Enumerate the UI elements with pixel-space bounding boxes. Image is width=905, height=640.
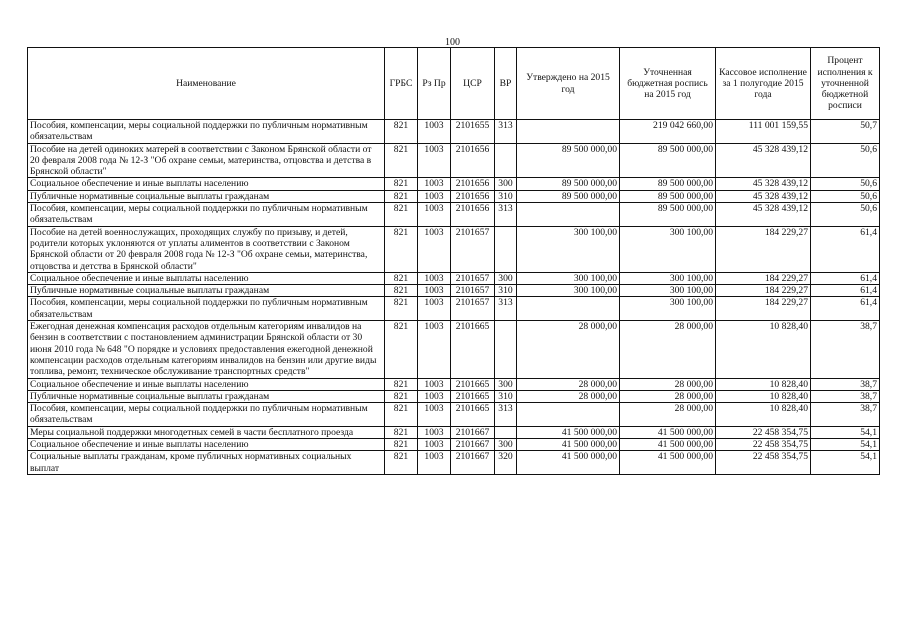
cell-approved: 300 100,00 xyxy=(517,226,620,272)
table-row xyxy=(28,272,880,284)
cell-vr: 310 xyxy=(495,190,517,202)
cell-csr: 2101657 xyxy=(451,226,495,272)
cell-approved xyxy=(517,203,620,227)
cell-grbs: 821 xyxy=(385,439,418,451)
cell-vr xyxy=(495,321,517,378)
cell-grbs: 821 xyxy=(385,297,418,321)
cell-name: Социальное обеспечение и иные выплаты населению xyxy=(28,378,385,390)
cell-grbs: 821 xyxy=(385,143,418,178)
cell-rzpr: 1003 xyxy=(418,272,451,284)
cell-percent: 50,6 xyxy=(811,143,880,178)
cell-name: Пособия, компенсации, меры социальной поддержки по публичным нормативным обязательствам xyxy=(28,120,385,144)
cell-approved: 89 500 000,00 xyxy=(517,178,620,190)
cell-grbs: 821 xyxy=(385,226,418,272)
cell-grbs: 821 xyxy=(385,403,418,427)
cell-percent: 54,1 xyxy=(811,426,880,438)
table-row xyxy=(28,439,880,451)
table-row xyxy=(28,297,880,321)
cell-rzpr: 1003 xyxy=(418,426,451,438)
cell-percent: 61,4 xyxy=(811,297,880,321)
cell-approved xyxy=(517,120,620,144)
cell-approved: 28 000,00 xyxy=(517,321,620,378)
cell-approved: 89 500 000,00 xyxy=(517,143,620,178)
table-row xyxy=(28,378,880,390)
cell-percent: 38,7 xyxy=(811,403,880,427)
cell-percent: 54,1 xyxy=(811,451,880,475)
cell-refined: 89 500 000,00 xyxy=(620,178,716,190)
cell-vr: 300 xyxy=(495,439,517,451)
cell-grbs: 821 xyxy=(385,203,418,227)
cell-vr: 313 xyxy=(495,120,517,144)
cell-percent: 50,6 xyxy=(811,178,880,190)
cell-percent: 50,7 xyxy=(811,120,880,144)
cell-approved: 300 100,00 xyxy=(517,272,620,284)
cell-percent: 61,4 xyxy=(811,285,880,297)
cell-csr: 2101665 xyxy=(451,403,495,427)
cell-vr: 300 xyxy=(495,272,517,284)
cell-approved xyxy=(517,403,620,427)
cell-executed: 45 328 439,12 xyxy=(716,190,811,202)
header-name: Наименование xyxy=(28,48,385,120)
cell-rzpr: 1003 xyxy=(418,178,451,190)
cell-vr: 313 xyxy=(495,203,517,227)
cell-approved: 41 500 000,00 xyxy=(517,451,620,475)
cell-vr xyxy=(495,426,517,438)
cell-executed: 10 828,40 xyxy=(716,378,811,390)
cell-csr: 2101657 xyxy=(451,285,495,297)
cell-grbs: 821 xyxy=(385,285,418,297)
cell-name: Пособия, компенсации, меры социальной поддержки по публичным нормативным обязательствам xyxy=(28,203,385,227)
header-refined: Уточненная бюджетная роспись на 2015 год xyxy=(620,48,716,120)
cell-percent: 38,7 xyxy=(811,378,880,390)
table-row xyxy=(28,178,880,190)
cell-name: Пособие на детей военнослужащих, проходящих службу по призыву, и детей, родители которых уклоняются от уплаты алиментов в соответствии с Законом Брянской области от 20 февраля 2008 года № 12-З "Об охране семьи, материнства, отцовства и детства в Брянской области" xyxy=(28,226,385,272)
cell-refined: 28 000,00 xyxy=(620,321,716,378)
table-row xyxy=(28,285,880,297)
cell-approved xyxy=(517,297,620,321)
budget-table xyxy=(27,47,880,475)
cell-executed: 184 229,27 xyxy=(716,272,811,284)
cell-executed: 111 001 159,55 xyxy=(716,120,811,144)
cell-name: Публичные нормативные социальные выплаты гражданам xyxy=(28,190,385,202)
cell-refined: 41 500 000,00 xyxy=(620,451,716,475)
cell-grbs: 821 xyxy=(385,178,418,190)
cell-vr: 300 xyxy=(495,378,517,390)
cell-vr: 300 xyxy=(495,178,517,190)
cell-rzpr: 1003 xyxy=(418,120,451,144)
cell-csr: 2101656 xyxy=(451,190,495,202)
header-executed: Кассовое исполнение за 1 полугодие 2015 года xyxy=(716,48,811,120)
cell-name: Пособия, компенсации, меры социальной поддержки по публичным нормативным обязательствам xyxy=(28,403,385,427)
cell-rzpr: 1003 xyxy=(418,143,451,178)
table-row xyxy=(28,143,880,178)
cell-approved: 89 500 000,00 xyxy=(517,190,620,202)
cell-refined: 89 500 000,00 xyxy=(620,190,716,202)
cell-name: Публичные нормативные социальные выплаты гражданам xyxy=(28,285,385,297)
cell-name: Социальное обеспечение и иные выплаты населению xyxy=(28,178,385,190)
cell-grbs: 821 xyxy=(385,272,418,284)
cell-rzpr: 1003 xyxy=(418,297,451,321)
cell-rzpr: 1003 xyxy=(418,378,451,390)
cell-name: Пособия, компенсации, меры социальной поддержки по публичным нормативным обязательствам xyxy=(28,297,385,321)
table-row xyxy=(28,390,880,402)
cell-approved: 300 100,00 xyxy=(517,285,620,297)
cell-rzpr: 1003 xyxy=(418,403,451,427)
cell-name: Социальное обеспечение и иные выплаты населению xyxy=(28,272,385,284)
cell-executed: 10 828,40 xyxy=(716,321,811,378)
cell-executed: 45 328 439,12 xyxy=(716,178,811,190)
cell-percent: 38,7 xyxy=(811,321,880,378)
cell-vr: 320 xyxy=(495,451,517,475)
cell-executed: 10 828,40 xyxy=(716,403,811,427)
cell-grbs: 821 xyxy=(385,426,418,438)
cell-refined: 28 000,00 xyxy=(620,403,716,427)
header-vr: ВР xyxy=(495,48,517,120)
cell-refined: 300 100,00 xyxy=(620,226,716,272)
header-row xyxy=(28,48,880,120)
cell-rzpr: 1003 xyxy=(418,390,451,402)
cell-grbs: 821 xyxy=(385,378,418,390)
cell-grbs: 821 xyxy=(385,321,418,378)
cell-csr: 2101656 xyxy=(451,178,495,190)
cell-rzpr: 1003 xyxy=(418,203,451,227)
cell-csr: 2101667 xyxy=(451,426,495,438)
table-body xyxy=(28,120,880,475)
cell-approved: 28 000,00 xyxy=(517,378,620,390)
cell-rzpr: 1003 xyxy=(418,321,451,378)
cell-vr: 313 xyxy=(495,403,517,427)
cell-vr: 313 xyxy=(495,297,517,321)
cell-name: Публичные нормативные социальные выплаты гражданам xyxy=(28,390,385,402)
cell-vr: 310 xyxy=(495,390,517,402)
table-row xyxy=(28,226,880,272)
cell-csr: 2101655 xyxy=(451,120,495,144)
cell-refined: 28 000,00 xyxy=(620,390,716,402)
cell-percent: 54,1 xyxy=(811,439,880,451)
header-percent: Процент исполнения к уточненной бюджетной росписи xyxy=(811,48,880,120)
cell-executed: 184 229,27 xyxy=(716,285,811,297)
cell-csr: 2101665 xyxy=(451,390,495,402)
table-row xyxy=(28,451,880,475)
cell-percent: 38,7 xyxy=(811,390,880,402)
header-approved: Утверждено на 2015 год xyxy=(517,48,620,120)
cell-csr: 2101657 xyxy=(451,272,495,284)
cell-vr: 310 xyxy=(495,285,517,297)
cell-vr xyxy=(495,226,517,272)
cell-grbs: 821 xyxy=(385,120,418,144)
cell-name: Ежегодная денежная компенсация расходов отдельным категориям инвалидов на бензин в соответствии с постановлением администрации Брянской области от 30 июня 2010 года № 648 "О порядке и условиях предоставления ежегодной денежной компенсации расходов отдельным категориям инвалидов на бензин или другие виды топлива, ремонт, техническое обслуживание транспортных средств" xyxy=(28,321,385,378)
cell-refined: 28 000,00 xyxy=(620,378,716,390)
cell-grbs: 821 xyxy=(385,451,418,475)
cell-refined: 41 500 000,00 xyxy=(620,426,716,438)
cell-executed: 10 828,40 xyxy=(716,390,811,402)
cell-refined: 300 100,00 xyxy=(620,272,716,284)
table-row xyxy=(28,426,880,438)
cell-rzpr: 1003 xyxy=(418,285,451,297)
cell-csr: 2101667 xyxy=(451,439,495,451)
cell-executed: 184 229,27 xyxy=(716,226,811,272)
cell-rzpr: 1003 xyxy=(418,190,451,202)
cell-rzpr: 1003 xyxy=(418,451,451,475)
table-row xyxy=(28,321,880,378)
cell-grbs: 821 xyxy=(385,390,418,402)
cell-rzpr: 1003 xyxy=(418,226,451,272)
cell-vr xyxy=(495,143,517,178)
cell-refined: 219 042 660,00 xyxy=(620,120,716,144)
cell-csr: 2101665 xyxy=(451,321,495,378)
header-rzpr: Рз Пр xyxy=(418,48,451,120)
table-row xyxy=(28,403,880,427)
table-row xyxy=(28,120,880,144)
cell-refined: 300 100,00 xyxy=(620,285,716,297)
cell-csr: 2101657 xyxy=(451,297,495,321)
cell-executed: 22 458 354,75 xyxy=(716,439,811,451)
cell-percent: 50,6 xyxy=(811,203,880,227)
cell-grbs: 821 xyxy=(385,190,418,202)
cell-name: Социальные выплаты гражданам, кроме публичных нормативных социальных выплат xyxy=(28,451,385,475)
cell-approved: 28 000,00 xyxy=(517,390,620,402)
cell-executed: 45 328 439,12 xyxy=(716,203,811,227)
cell-refined: 89 500 000,00 xyxy=(620,203,716,227)
cell-executed: 184 229,27 xyxy=(716,297,811,321)
table-row xyxy=(28,190,880,202)
header-grbs: ГРБС xyxy=(385,48,418,120)
cell-rzpr: 1003 xyxy=(418,439,451,451)
page-number: 100 xyxy=(445,37,460,48)
cell-csr: 2101656 xyxy=(451,203,495,227)
cell-percent: 50,6 xyxy=(811,190,880,202)
cell-refined: 89 500 000,00 xyxy=(620,143,716,178)
cell-refined: 300 100,00 xyxy=(620,297,716,321)
cell-approved: 41 500 000,00 xyxy=(517,439,620,451)
table-row xyxy=(28,203,880,227)
cell-csr: 2101656 xyxy=(451,143,495,178)
cell-csr: 2101665 xyxy=(451,378,495,390)
cell-executed: 22 458 354,75 xyxy=(716,426,811,438)
cell-percent: 61,4 xyxy=(811,226,880,272)
header-csr: ЦСР xyxy=(451,48,495,120)
cell-refined: 41 500 000,00 xyxy=(620,439,716,451)
cell-executed: 45 328 439,12 xyxy=(716,143,811,178)
cell-name: Социальное обеспечение и иные выплаты населению xyxy=(28,439,385,451)
cell-name: Пособие на детей одиноких матерей в соответствии с Законом Брянской области от 20 февраля 2008 года № 12-З "Об охране семьи, материнства, отцовства и детства в Брянской области" xyxy=(28,143,385,178)
cell-csr: 2101667 xyxy=(451,451,495,475)
cell-name: Меры социальной поддержки многодетных семей в части бесплатного проезда xyxy=(28,426,385,438)
cell-executed: 22 458 354,75 xyxy=(716,451,811,475)
cell-approved: 41 500 000,00 xyxy=(517,426,620,438)
cell-percent: 61,4 xyxy=(811,272,880,284)
